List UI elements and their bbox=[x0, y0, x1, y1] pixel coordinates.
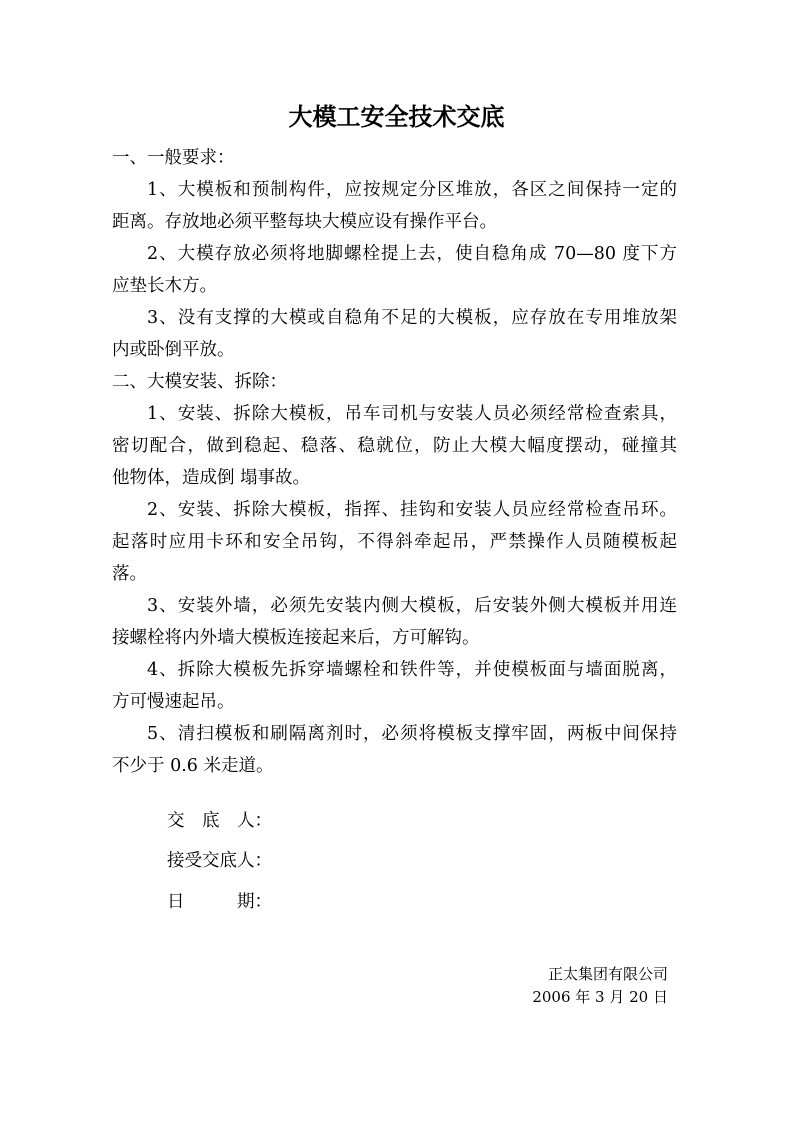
paragraph-line: 5、清扫模板和刷隔离剂时，必须将模板支撑牢固，两板中间保持 bbox=[147, 724, 677, 744]
paragraph-line: 他物体，造成倒 塌事故。 bbox=[112, 468, 311, 488]
paragraph-line: 2、安装、拆除大模板，指挥、挂钩和安装人员应经常检查吊环。 bbox=[147, 500, 677, 520]
paragraph-line: 内或卧倒平放。 bbox=[112, 340, 235, 360]
company-name: 正太集团有限公司 bbox=[547, 965, 668, 983]
paragraph-line: 方可慢速起吊。 bbox=[112, 692, 235, 712]
document-title: 大模工安全技术交底 bbox=[288, 102, 505, 131]
paragraph-line: 起落时应用卡环和安全吊钩，不得斜牵起吊，严禁操作人员随模板起 bbox=[112, 532, 677, 552]
paragraph-line: 落。 bbox=[112, 564, 147, 584]
paragraph-line: 密切配合，做到稳起、稳落、稳就位，防止大模大幅度摆动，碰撞其 bbox=[112, 436, 677, 456]
paragraph-line: 应垫长木方。 bbox=[112, 276, 217, 296]
paragraph-line: 不少于 0.6 米走道。 bbox=[112, 756, 274, 776]
paragraph-line: 1、大模板和预制构件，应按规定分区堆放，各区之间保持一定的 bbox=[147, 180, 677, 200]
section-heading-general: 一、一般要求： bbox=[112, 148, 235, 168]
paragraph-line: 接螺栓将内外墙大模板连接起来后，方可解钩。 bbox=[112, 628, 480, 648]
paragraph-line: 4、拆除大模板先拆穿墙螺栓和铁件等，并使模板面与墙面脱离， bbox=[147, 660, 677, 680]
paragraph-line: 1、安装、拆除大模板，吊车司机与安装人员必须经常检查索具， bbox=[147, 404, 677, 424]
paragraph-line: 3、安装外墙，必须先安装内侧大模板，后安装外侧大模板并用连 bbox=[147, 596, 677, 616]
receiver-label: 接受交底人： bbox=[167, 851, 272, 871]
issue-date: 2006 年 3 月 20 日 bbox=[532, 988, 668, 1006]
paragraph-line: 2、大模存放必须将地脚螺栓提上去，使自稳角成 70—80 度下方 bbox=[147, 244, 677, 264]
handover-person-label: 交 底 人： bbox=[167, 811, 272, 831]
paragraph-line: 3、没有支撑的大模或自稳角不足的大模板，应存放在专用堆放架 bbox=[147, 308, 677, 328]
paragraph-line: 距离。存放地必须平整每块大模应设有操作平台。 bbox=[112, 212, 497, 232]
date-label: 日 期： bbox=[167, 892, 272, 912]
section-heading-install: 二、大模安装、拆除： bbox=[112, 372, 287, 392]
